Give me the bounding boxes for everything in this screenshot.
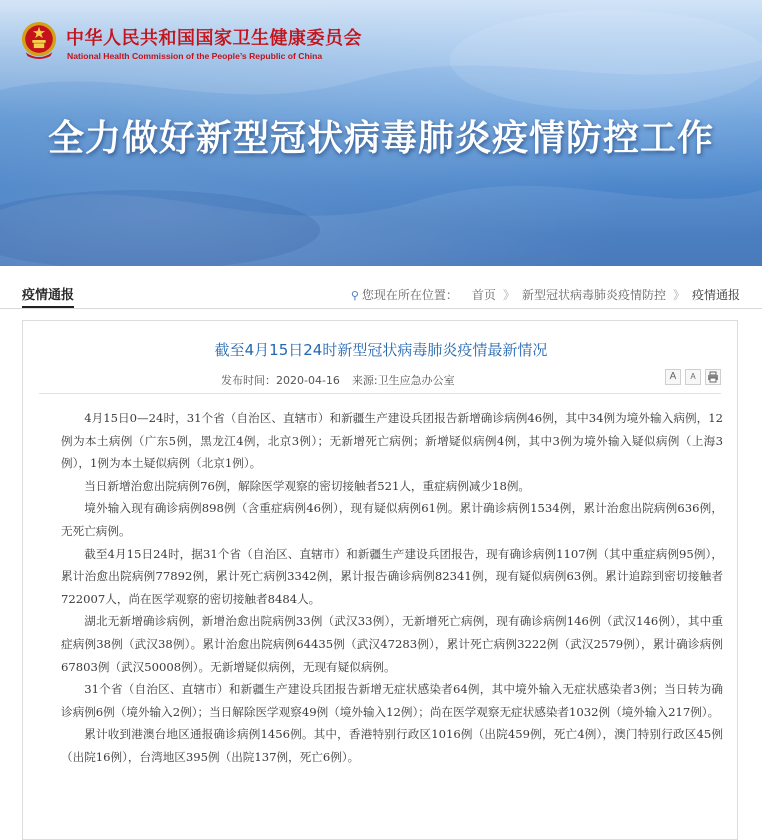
article-paragraph: 截至4月15日24时，据31个省（自治区、直辖市）和新疆生产建设兵团报告，现有确诊病例1107例（其中重症病例95例），累计治愈出院病例77892例，累计死亡病例3342例，累计报告确诊病例82341例，现有疑似病例63例。累计追踪到密切接触者722007人，尚在医学观察的密切接触者8484人。 (61, 546, 723, 606)
article-paragraph: 31个省（自治区、直辖市）和新疆生产建设兵团报告新增无症状感染者64例，其中境外输入无症状感染者3例；当日转为确诊病例6例（境外输入2例）；当日解除医学观察49例（境外输入12例）；尚在医学观察无症状感染者1032例（境外输入217例）。 (61, 682, 723, 719)
font-small-button[interactable]: A (685, 369, 701, 385)
article-body (61, 407, 723, 769)
article-meta (221, 372, 455, 388)
article-panel (22, 320, 738, 840)
breadcrumb-epidemic-link[interactable]: 新型冠状病毒肺炎疫情防控 (521, 288, 666, 302)
article-paragraph: 湖北无新增确诊病例，新增治愈出院病例33例（武汉33例），无新增死亡病例，现有确诊病例146例（武汉146例），其中重症病例38例（武汉38例）。累计治愈出院病例64435例（武汉47283例），累计死亡病例3222例（武汉2579例），累计确诊病例67803例（武汉50008例）。无新增疑似病例，无现有疑似病例。 (61, 614, 723, 674)
print-button[interactable] (705, 369, 721, 385)
breadcrumb-prefix: 您现在所在位置： (361, 288, 458, 302)
breadcrumb-bar (0, 266, 762, 309)
header-banner (0, 0, 762, 266)
location-pin-icon: ⚲ (350, 289, 359, 302)
article-paragraph: 4月15日0—24时，31个省（自治区、直辖市）和新疆生产建设兵团报告新增确诊病例46例，其中34例为境外输入病例，12例为本土病例（广东5例，黑龙江4例，北京3例）；无新增死亡病例；新增疑似病例4例，其中3例为境外输入疑似病例（上海3例），1例为本土疑似病例（北京1例）。 (61, 411, 723, 471)
publish-label: 发布时间： (221, 374, 276, 387)
banner-title: 全力做好新型冠状病毒肺炎疫情防控工作 (47, 118, 714, 159)
section-label: 疫情通报 (22, 284, 74, 308)
breadcrumb-home-link[interactable]: 首页 (471, 288, 496, 302)
article-paragraph: 境外输入现有确诊病例898例（含重症病例46例），现有疑似病例61例。累计确诊病例1534例，累计治愈出院病例636例，无死亡病例。 (61, 501, 723, 538)
publish-date: 2020-04-16 (276, 374, 340, 387)
breadcrumb-separator: 》 (502, 288, 515, 302)
article-paragraph: 累计收到港澳台地区通报确诊病例1456例。其中，香港特别行政区1016例（出院459例，死亡4例），澳门特别行政区45例（出院16例），台湾地区395例（出院137例，死亡6例）。 (61, 727, 723, 764)
print-icon (707, 371, 719, 383)
article-title: 截至4月15日24时新型冠状病毒肺炎疫情最新情况 (214, 341, 548, 359)
article-paragraph: 当日新增治愈出院病例76例，解除医学观察的密切接触者521人，重症病例减少18例。 (84, 478, 531, 493)
font-large-button[interactable]: A (665, 369, 681, 385)
article-divider (39, 393, 721, 394)
national-emblem-icon (20, 20, 58, 60)
organization-name-cn: 中华人民共和国国家卫生健康委员会 (66, 28, 362, 49)
breadcrumb-current-link[interactable]: 疫情通报 (691, 288, 740, 302)
breadcrumb-separator: 》 (672, 288, 685, 302)
breadcrumb (351, 286, 740, 303)
source-label: 来源: (351, 374, 378, 387)
organization-name-en: National Health Commission of the People’s Republic of China (67, 51, 323, 61)
source-value: 卫生应急办公室 (377, 374, 455, 387)
article-tools (665, 369, 721, 385)
